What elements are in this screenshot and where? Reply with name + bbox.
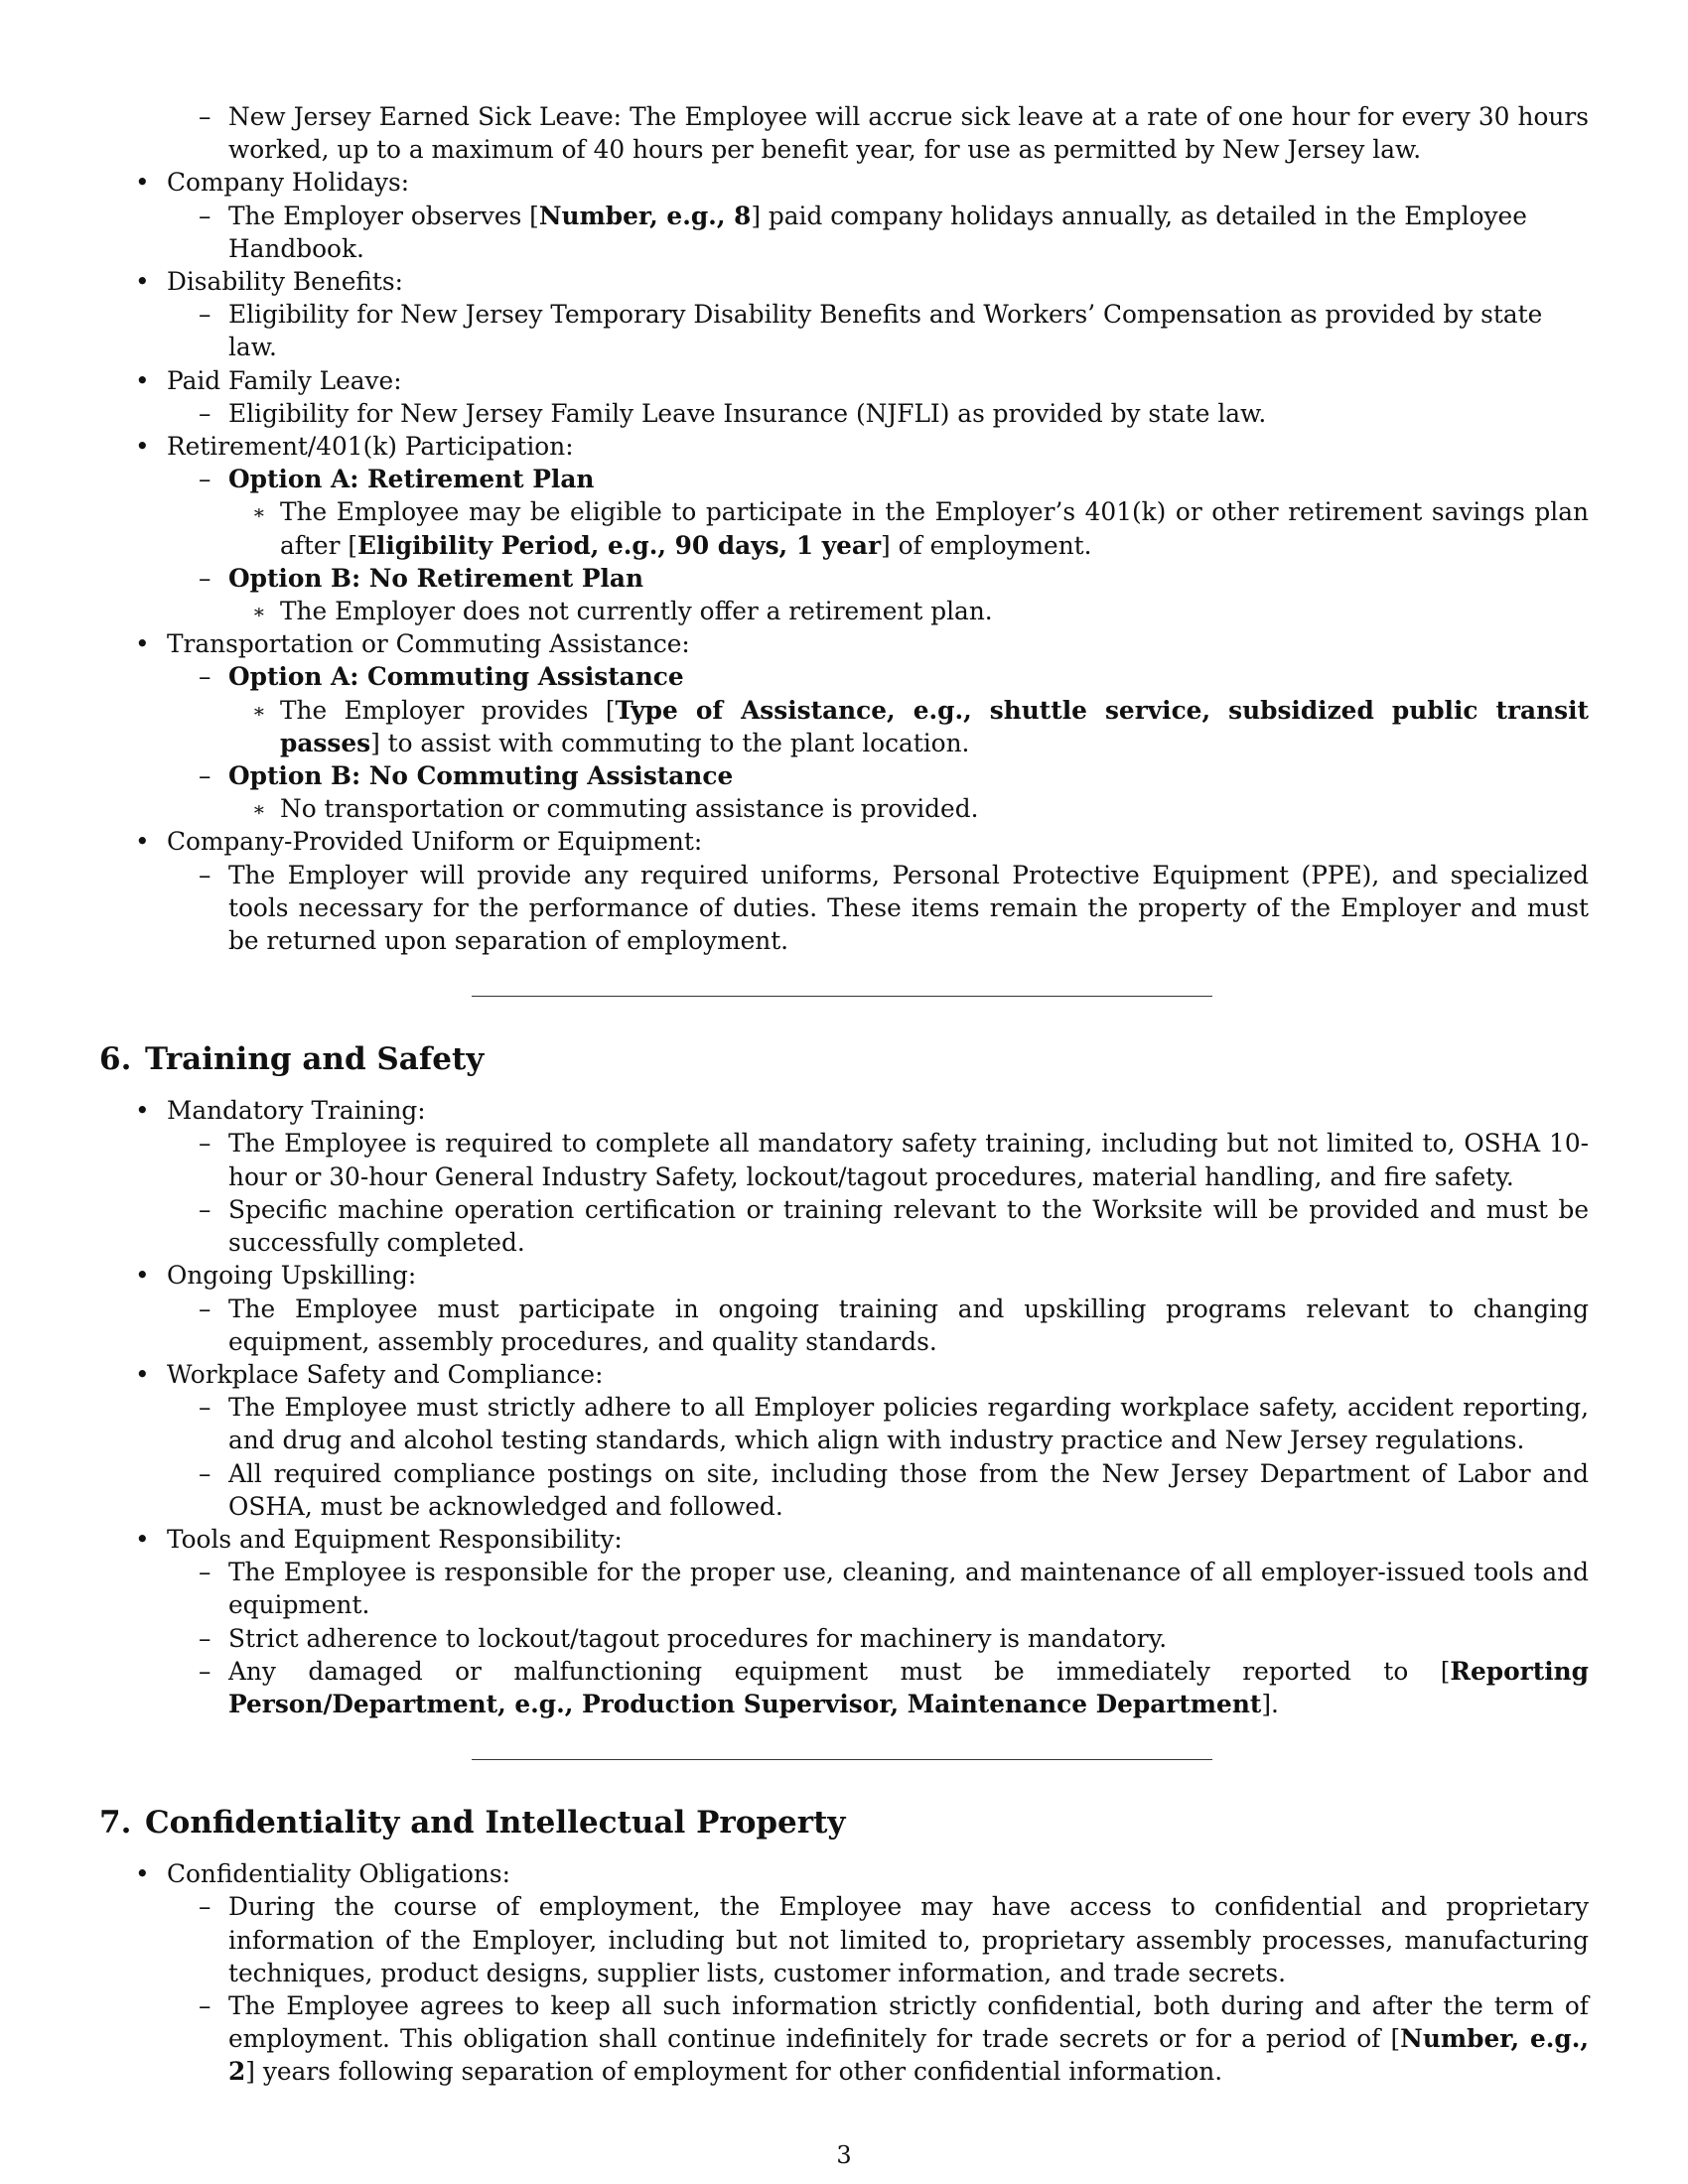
list-item bbox=[99, 166, 1589, 265]
training-list bbox=[99, 1094, 1589, 1720]
disability-label: Disability Benefits: bbox=[167, 267, 403, 297]
tools-label: Tools and Equipment Responsibility: bbox=[167, 1524, 623, 1554]
transport-option-b: – Option B: No Commuting Assistance ∗ No transportation or commuting assistance is provided. bbox=[167, 759, 1589, 825]
holidays-label: Company Holidays: bbox=[167, 168, 410, 198]
list-item bbox=[99, 364, 1589, 430]
retirement-option-b-text: ∗ The Employer does not currently offer a retirement plan. bbox=[228, 595, 1589, 627]
confidentiality-label: Confidentiality Obligations: bbox=[167, 1859, 510, 1889]
list-item bbox=[99, 430, 1589, 627]
list-item bbox=[99, 627, 1589, 825]
list-item bbox=[99, 100, 1589, 166]
list-item bbox=[99, 1523, 1589, 1720]
uniform-label: Company-Provided Uniform or Equipment: bbox=[167, 827, 703, 857]
list-item bbox=[99, 825, 1589, 957]
disability-item: – Eligibility for New Jersey Temporary Disability Benefits and Workers’ Compensation as provided by state law. bbox=[167, 298, 1589, 363]
section-divider bbox=[472, 1759, 1212, 1760]
list-item bbox=[99, 1259, 1589, 1358]
list-item bbox=[99, 1358, 1589, 1523]
family-leave-item: – Eligibility for New Jersey Family Leave Insurance (NJFLI) as provided by state law. bbox=[167, 397, 1589, 430]
upskilling-label: Ongoing Upskilling: bbox=[167, 1261, 417, 1291]
confidentiality-item: – During the course of employment, the Employee may have access to confidential and proprietary information of the Employer, including but not limited to, proprietary assembly processes, manufacturing techniques, product designs, supplier lists, customer information, and trade secrets. bbox=[167, 1890, 1589, 1989]
section-heading-6: 6. Training and Safety bbox=[99, 1041, 485, 1078]
retirement-label: Retirement/401(k) Participation: bbox=[167, 432, 574, 462]
mandatory-training-item: – Specific machine operation certification or training relevant to the Worksite will be provided and must be successfully completed. bbox=[167, 1193, 1589, 1259]
safety-item: – The Employee must strictly adhere to all Employer policies regarding workplace safety, accident reporting, and drug and alcohol testing standards, which align with industry practice and New Jersey regulations. bbox=[167, 1391, 1589, 1456]
benefits-list-2 bbox=[99, 166, 1589, 957]
uniform-item: – The Employer will provide any required uniforms, Personal Protective Equipment (PPE), and specialized tools necessary for the performance of duties. These items remain the property of the Employer and must be returned upon separation of employment. bbox=[167, 859, 1589, 958]
list-item bbox=[99, 1094, 1589, 1259]
list-item bbox=[99, 1857, 1589, 2088]
safety-label: Workplace Safety and Compliance: bbox=[167, 1359, 604, 1389]
transport-label: Transportation or Commuting Assistance: bbox=[167, 629, 690, 659]
list-item bbox=[99, 265, 1589, 364]
mandatory-training-item: – The Employee is required to complete all mandatory safety training, including but not limited to, OSHA 10-hour or 30-hour General Industry Safety, lockout/tagout procedures, material handling, and fire safety. bbox=[167, 1127, 1589, 1192]
page-number: 3 bbox=[836, 2141, 852, 2169]
upskilling-item: – The Employee must participate in ongoing training and upskilling programs relevant to changing equipment, assembly procedures, and quality standards. bbox=[167, 1293, 1589, 1358]
sick-leave-item: – New Jersey Earned Sick Leave: The Employee will accrue sick leave at a rate of one hour for every 30 hours worked, up to a maximum of 40 hours per benefit year, for use as permitted by New Jersey law. bbox=[167, 100, 1589, 166]
section-divider bbox=[472, 996, 1212, 997]
transport-option-a: – Option A: Commuting Assistance ∗ The Employer provides [Type of Assistance, e.g., shuttle service, subsidized public transit passes] to assist with commuting to the plant location. bbox=[167, 660, 1589, 759]
retirement-option-a: – Option A: Retirement Plan ∗ The Employee may be eligible to participate in the Employer’s 401(k) or other retirement savings plan after [Eligibility Period, e.g., 90 days, 1 year] of employment. bbox=[167, 463, 1589, 562]
benefits-list bbox=[99, 100, 1589, 166]
safety-item: – All required compliance postings on site, including those from the New Jersey Department of Labor and OSHA, must be acknowledged and followed. bbox=[167, 1457, 1589, 1523]
family-leave-label: Paid Family Leave: bbox=[167, 365, 402, 395]
tools-item: – Strict adherence to lockout/tagout procedures for machinery is mandatory. bbox=[167, 1622, 1589, 1655]
tools-item: – Any damaged or malfunctioning equipment must be immediately reported to [Reporting Person/Department, e.g., Production Supervisor, Maintenance Department]. bbox=[167, 1655, 1589, 1720]
mandatory-training-label: Mandatory Training: bbox=[167, 1096, 426, 1126]
section-heading-7: 7. Confidentiality and Intellectual Property bbox=[99, 1805, 846, 1842]
tools-item: – The Employee is responsible for the proper use, cleaning, and maintenance of all employer-issued tools and equipment. bbox=[167, 1556, 1589, 1621]
document-page bbox=[99, 100, 1589, 2089]
confidentiality-item: – The Employee agrees to keep all such information strictly confidential, both during and after the term of employment. This obligation shall continue indefinitely for trade secrets or for a period of [Number, e.g., 2] years following separation of employment for other confidential information. bbox=[167, 1989, 1589, 2089]
retirement-option-b: – Option B: No Retirement Plan ∗ The Employer does not currently offer a retirement plan. bbox=[167, 562, 1589, 627]
retirement-option-a-text: ∗ The Employee may be eligible to participate in the Employer’s 401(k) or other retirement savings plan after [Eligibility Period, e.g., 90 days, 1 year] of employment. bbox=[228, 495, 1589, 561]
transport-option-b-text: ∗ No transportation or commuting assistance is provided. bbox=[228, 792, 1589, 825]
holidays-item: – The Employer observes [Number, e.g., 8] paid company holidays annually, as detailed in the Employee Handbook. bbox=[167, 200, 1589, 265]
confidentiality-list bbox=[99, 1857, 1589, 2088]
transport-option-a-text: ∗ The Employer provides [Type of Assistance, e.g., shuttle service, subsidized public transit passes] to assist with commuting to the plant location. bbox=[228, 694, 1589, 759]
